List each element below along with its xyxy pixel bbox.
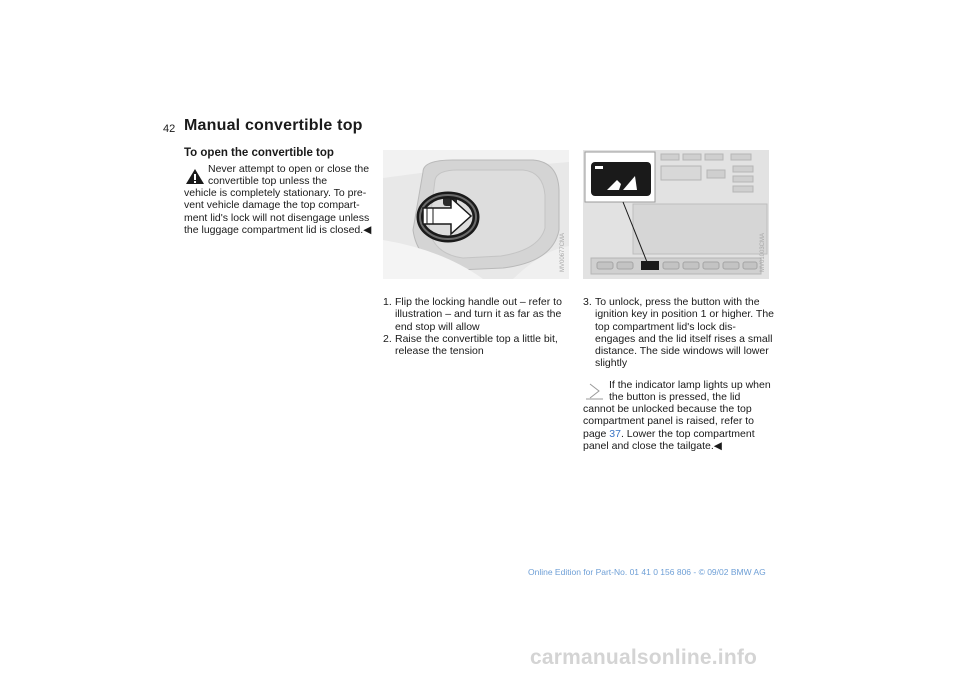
watermark: carmanualsonline.info <box>530 646 758 669</box>
steps-right <box>583 296 775 370</box>
step-number: 1. <box>383 296 392 308</box>
steps-left <box>383 296 575 357</box>
warning-text-first: Never attempt to open or close the convertible top unless the <box>208 163 370 188</box>
footer-edition-text: Online Edition for Part-No. 01 41 0 156 806 - © 09/02 BMW AG <box>528 567 766 577</box>
note-text-first: If the indicator lamp lights up when the button is pressed, the lid <box>609 379 771 404</box>
note-text-part: . Lower the top compartment panel and close the tailgate. <box>583 427 755 452</box>
warning-triangle-icon <box>185 167 205 185</box>
note-arrow-icon <box>584 382 604 400</box>
end-mark: ◀ <box>713 439 722 452</box>
locking-handle-drawing <box>383 150 569 279</box>
warning-text <box>184 187 378 236</box>
dashboard-button-drawing <box>583 150 769 279</box>
page-number: 42 <box>163 123 176 135</box>
warning-text-rest: vehicle is completely stationary. To pre-vent vehicle damage the top compart-ment lid's lock will not disengage unless the luggage compartment lid is closed. <box>184 187 370 236</box>
section-heading: To open the convertible top <box>184 147 334 159</box>
step-item <box>383 296 575 333</box>
image-code-right: MV01003CMA <box>760 232 766 272</box>
step-item <box>583 296 775 370</box>
step-text: Flip the locking handle out – refer to illustration – and turn it as far as the end stop will allow <box>395 296 562 333</box>
note-text <box>583 403 779 452</box>
end-mark: ◀ <box>363 223 372 236</box>
step-number: 2. <box>383 332 392 345</box>
step-text: To unlock, press the button with the ignition key in position 1 or higher. The top compartment lid's lock dis-engages and the lid itself rises a small distance. The side windows will lower slightly <box>595 296 775 370</box>
step-number: 3. <box>583 296 592 308</box>
step-text: Raise the convertible top a little bit, release the tension <box>395 332 558 358</box>
dashboard-button-illustration <box>583 150 769 279</box>
page-title: Manual convertible top <box>184 117 363 134</box>
step-item <box>383 333 575 358</box>
image-code-left: MV00677CMA <box>560 232 566 272</box>
note-text-part: cannot be unlocked because the top compartment panel is raised, refer to page <box>583 403 754 440</box>
locking-handle-illustration <box>383 150 569 279</box>
page-reference-link[interactable]: 37 <box>609 427 621 440</box>
